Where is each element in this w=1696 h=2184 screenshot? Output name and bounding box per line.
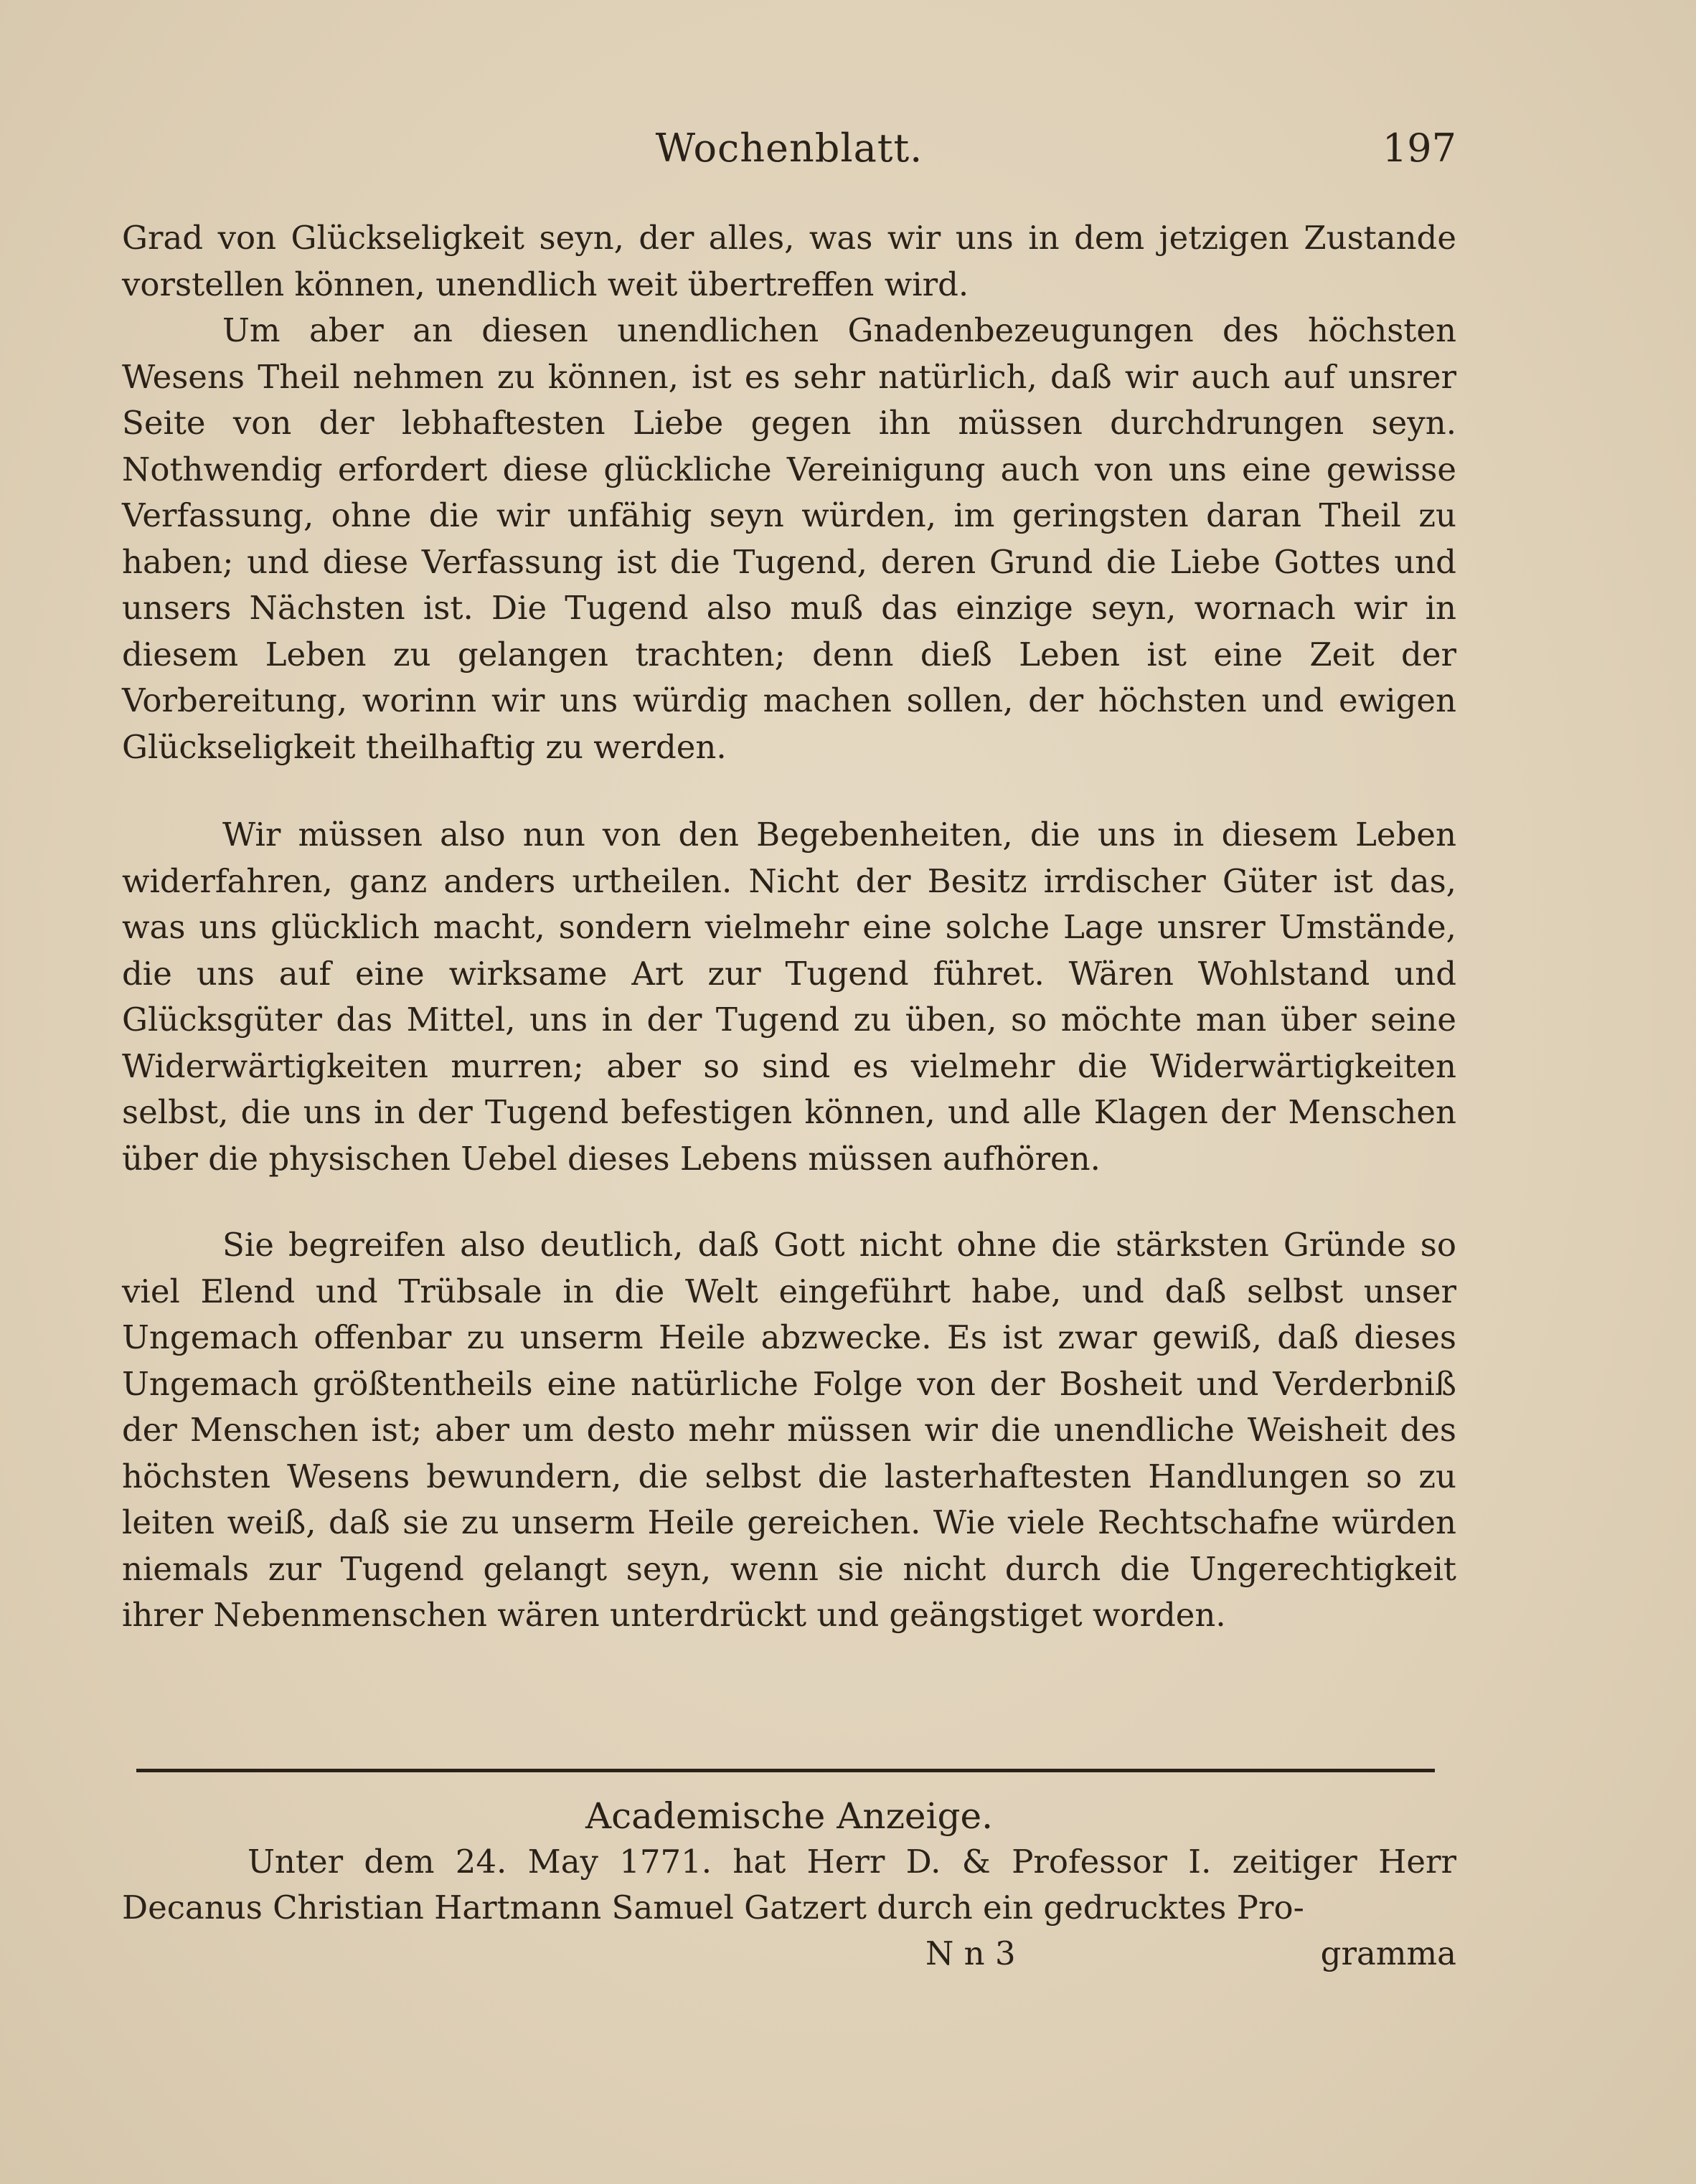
notice-text: Unter dem 24. May 1771. hat Herr D. & Professor I. zeitiger Herr Decanus Christian Hartmann Samuel Gatzert durch ein gedrucktes Pro- bbox=[122, 1843, 1456, 1927]
catchword: gramma bbox=[1320, 1934, 1456, 1972]
running-title: Wochenblatt. bbox=[655, 126, 923, 171]
academic-notice bbox=[122, 1793, 1456, 1977]
page-footer bbox=[122, 1931, 1456, 1977]
section-heading: Academische Anzeige. bbox=[585, 1795, 993, 1837]
page-number: 197 bbox=[1382, 126, 1456, 171]
page-header bbox=[122, 126, 1456, 183]
section-divider bbox=[136, 1769, 1435, 1772]
paragraph-1: Grad von Glückseligkeit seyn, der alles, was wir uns in dem jetzigen Zustande vorstellen können, unendlich weit übertreffen wird. bbox=[122, 219, 1456, 303]
paragraph-3: Wir müssen also nun von den Begebenheiten, die uns in diesem Leben widerfahren, ganz anders urtheilen. Nicht der Besitz irrdischer Güter ist das, was uns glücklich macht, sondern vielmehr eine solche Lage unsrer Umstände, die uns auf eine wirksame Art zur Tugend führet. Wären Wohlstand und Glücksgüter das Mittel, uns in der Tugend zu üben, so möchte man über seine Widerwärtigkeiten murren; aber so sind es vielmehr die Widerwärtigkeiten selbst, die uns in der Tugend befestigen können, und alle Klagen der Menschen über die physischen Uebel dieses Lebens müssen aufhören. bbox=[122, 816, 1456, 1178]
signature-mark: N n 3 bbox=[925, 1934, 1016, 1972]
paragraph-2: Um aber an diesen unendlichen Gnadenbezeugungen des höchsten Wesens Theil nehmen zu können, ist es sehr natürlich, daß wir auch auf unsrer Seite von der lebhaftesten Liebe gegen ihn müssen durchdrungen seyn. Nothwendig erfordert diese glückliche Vereinigung auch von uns eine gewisse Verfassung, ohne die wir unfähig seyn würden, im geringsten daran Theil zu haben; und diese Verfassung ist die Tugend, deren Grund die Liebe Gottes und unsers Nächsten ist. Die Tugend also muß das einzige seyn, wornach wir in diesem Leben zu gelangen trachten; denn dieß Leben ist eine Zeit der Vorbereitung, worinn wir uns würdig machen sollen, der höchsten und ewigen Glückseligkeit theilhaftig zu werden. bbox=[122, 311, 1456, 766]
body-text bbox=[122, 215, 1456, 1639]
paragraph-4: Sie begreifen also deutlich, daß Gott nicht ohne die stärksten Gründe so viel Elend und Trübsale in die Welt eingeführt habe, und daß selbst unser Ungemach offenbar zu unserm Heile abzwecke. Es ist zwar gewiß, daß dieses Ungemach größtentheils eine natürliche Folge von der Bosheit und Verderbniß der Menschen ist; aber um desto mehr müssen wir die unendliche Weisheit des höchsten Wesens bewundern, die selbst die lasterhaftesten Handlungen so zu leiten weiß, daß sie zu unserm Heile gereichen. Wie viele Rechtschafne würden niemals zur Tugend gelangt seyn, wenn sie nicht durch die Ungerechtigkeit ihrer Nebenmenschen wären unterdrückt und geängstiget worden. bbox=[122, 1226, 1456, 1634]
